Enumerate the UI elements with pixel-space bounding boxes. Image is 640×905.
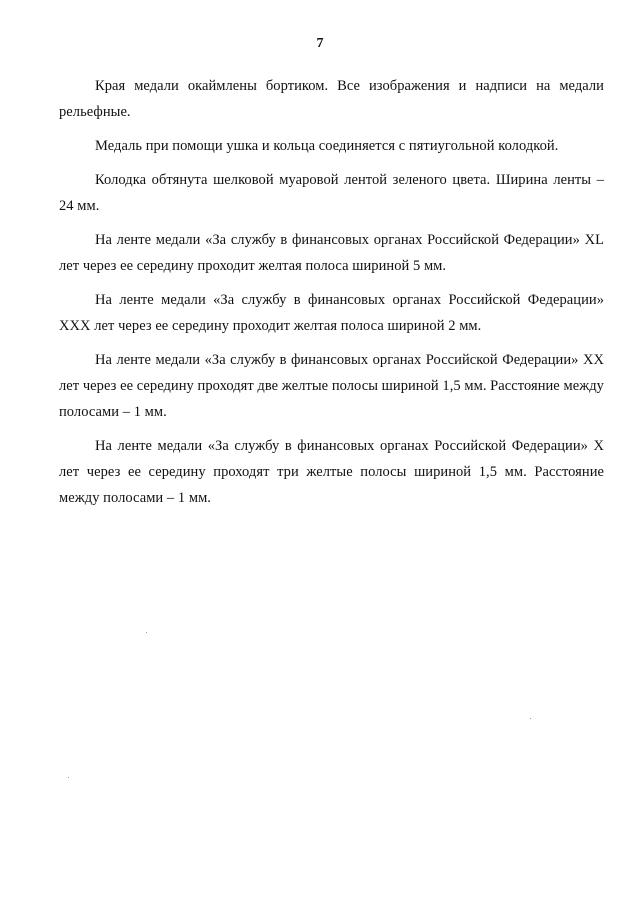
scan-speck [146, 632, 147, 633]
paragraph-medal-mount: Медаль при помощи ушка и кольца соединяется с пятиугольной колодкой. [95, 138, 559, 154]
paragraph-ribbon-xxx: На ленте медали «За службу в финансовых органах Российской Федерации» XXX лет через ее середину проходит желтая полоса шириной 2 мм. [59, 292, 604, 334]
paragraph-ribbon-xl: На ленте медали «За службу в финансовых органах Российской Федерации» XL лет через ее середину проходит желтая полоса шириной 5 мм. [59, 232, 604, 274]
paragraph-medal-edge: Края медали окаймлены бортиком. Все изображения и надписи на медали рельефные. [59, 78, 604, 120]
page-number: 7 [316, 36, 324, 51]
scan-speck [68, 777, 69, 778]
paragraph-ribbon: Колодка обтянута шелковой муаровой лентой зеленого цвета. Ширина ленты – 24 мм. [59, 172, 604, 214]
paragraph-ribbon-x: На ленте медали «За службу в финансовых органах Российской Федерации» X лет через ее середину проходят три желтые полосы шириной 1,5 мм. Расстояние между полосами – 1 мм. [59, 438, 604, 506]
scan-speck [530, 718, 531, 719]
paragraph-ribbon-xx: На ленте медали «За службу в финансовых органах Российской Федерации» XX лет через ее середину проходят две желтые полосы шириной 1,5 мм. Расстояние между полосами – 1 мм. [59, 352, 604, 420]
document-body [59, 73, 604, 519]
